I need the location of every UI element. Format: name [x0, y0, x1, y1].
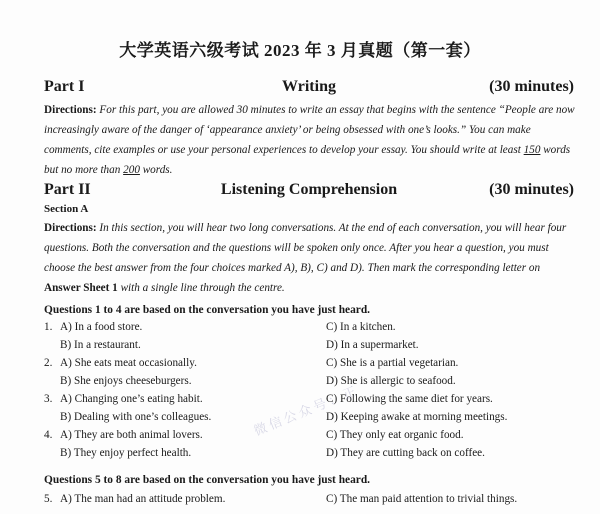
part2-number: Part II [44, 181, 91, 198]
question-number: 3. [44, 393, 53, 405]
part1-number: Part I [44, 78, 85, 95]
part1-end-text: words. [139, 164, 173, 176]
choice-a: A) Changing one’s eating habit. [60, 393, 203, 405]
choice-b: B) They enjoy perfect health. [60, 447, 192, 459]
part1-directions-text: For this part, you are allowed 30 minutes to write an essay that begins with the sentence “People are now increasingly aware of the danger of ‘appearance anxiety’ or being obsessed with one’s looks.” You can make comments, cite examples or use your personal experiences to develop your essay. You should write at least [44, 104, 575, 156]
part1-header [44, 78, 574, 100]
choice-b: B) Dealing with one’s colleagues. [60, 411, 212, 423]
question-number: 4. [44, 429, 53, 441]
choice-a: A) They are both animal lovers. [60, 429, 203, 441]
part2-header [44, 181, 574, 203]
max-words: 200 [123, 164, 140, 176]
questions-1-4-heading: Questions 1 to 4 are based on the conversation you have just heard. [44, 304, 371, 316]
choice-a: A) She eats meat occasionally. [60, 357, 197, 369]
min-words: 150 [523, 144, 541, 156]
question-number: 5. [44, 493, 53, 505]
part2-name: Listening Comprehension [220, 181, 398, 198]
part2-directions-end: with a single line through the centre. [117, 282, 285, 294]
choice-c: C) They only eat organic food. [326, 429, 464, 441]
watermark: 微信公众号：正 [252, 383, 362, 440]
part1-middle-text: words but no more than [44, 144, 571, 176]
question-row [44, 357, 576, 375]
choice-d: D) She is allergic to seafood. [326, 375, 456, 387]
choice-d: D) They are cutting back on coffee. [326, 447, 485, 459]
question-number: 2. [44, 357, 53, 369]
question-row [44, 429, 576, 447]
question-row [44, 447, 576, 465]
directions-label: Directions: [44, 222, 97, 234]
part2-directions-text: In this section, you will hear two long conversations. At the end of each conversation, you will hear four questions. Both the conversation and the questions will be spoken only once. After you hear a question, you must choose the best answer from the four choices marked A), B), C) and D). Then mark the corresponding letter on [44, 222, 567, 274]
choice-a: A) The man had an attitude problem. [60, 493, 226, 505]
choice-b: B) She enjoys cheeseburgers. [60, 375, 192, 387]
questions-5-8-heading: Questions 5 to 8 are based on the conversation you have just heard. [44, 474, 371, 486]
choice-c: C) The man paid attention to trivial things. [326, 493, 518, 505]
choice-d: D) Keeping awake at morning meetings. [326, 411, 508, 423]
question-number: 1. [44, 321, 53, 333]
choice-b: B) In a restaurant. [60, 339, 141, 351]
question-row [44, 321, 576, 339]
choice-a: A) In a food store. [60, 321, 143, 333]
part2-time: (30 minutes) [489, 181, 574, 198]
choice-c: C) She is a partial vegetarian. [326, 357, 459, 369]
question-row [44, 375, 576, 393]
answer-sheet-label: Answer Sheet 1 [44, 282, 118, 294]
part1-directions [44, 100, 576, 180]
question-row [44, 493, 576, 511]
page-title: 大学英语六级考试 2023 年 3 月真题（第一套） [119, 41, 481, 60]
question-row [44, 339, 576, 357]
choice-d: D) In a supermarket. [326, 339, 419, 351]
section-a-label: Section A [44, 203, 89, 215]
choice-c: C) In a kitchen. [326, 321, 396, 333]
part1-time: (30 minutes) [489, 78, 574, 95]
part2-directions [44, 218, 576, 298]
directions-label: Directions: [44, 104, 97, 116]
choice-c: C) Following the same diet for years. [326, 393, 493, 405]
part1-name: Writing [282, 78, 336, 95]
